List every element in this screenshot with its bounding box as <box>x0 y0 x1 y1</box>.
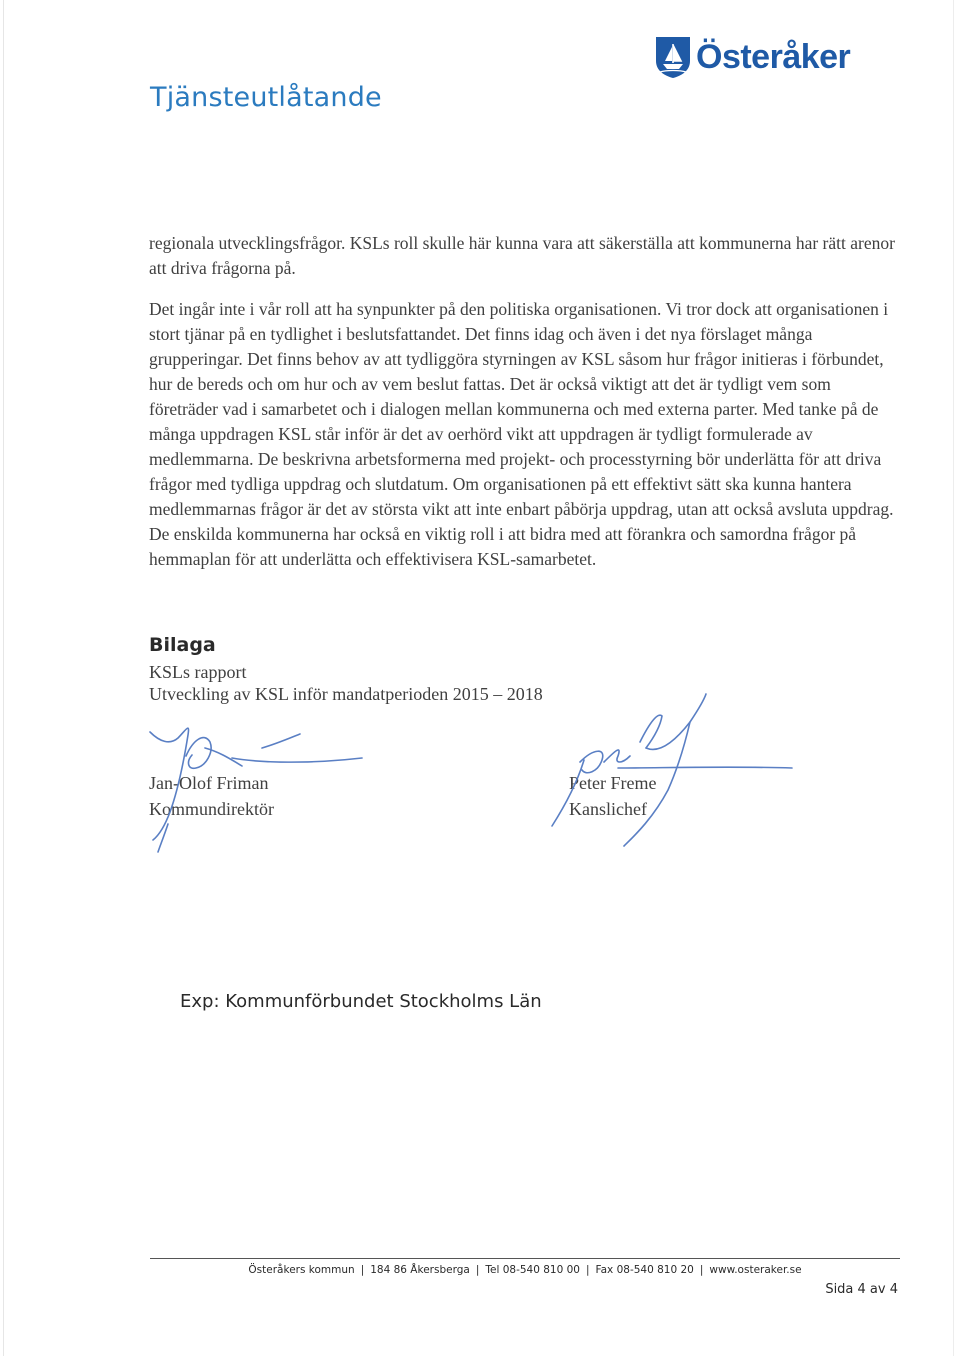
footer-divider <box>150 1258 900 1259</box>
signer-right-name: Peter Freme <box>569 773 657 793</box>
page-number: Sida 4 av 4 <box>825 1282 898 1297</box>
municipal-crest-icon <box>654 35 692 79</box>
footer-contact: Österåkers kommun | 184 86 Åkersberga | Tel 08-540 810 00 | Fax 08-540 810 20 | www.osteraker.se <box>248 1264 802 1276</box>
paragraph-text: Det ingår inte i vår roll att ha synpunkter på den politiska organisationen. Vi tror dock att organisationen i stort tjänar på en tydlighet i beslutsfattandet. Det finns idag och även i det nya förslaget många grupperingar. Det finns behov av att tydliggöra styrningen av KSL såsom hur frågor initieras i förbundet, hur de bereds och om hur och av vem beslut fattas. Det är också viktigt att det är tydligt vem som företräder vad i samarbetet och i dialogen mellan kommunerna och med externa parter. Med tanke på de många uppdragen KSL står inför är det av oerhörd vikt att uppdragen är tydligt formulerade av medlemmarna. De beskrivna arbetsformerna med projekt- och processtyrning bör underlätta för att driva frågor med tydliga uppdrag och slutdatum. Om organisationen på ett effektivt sätt ska kunna hantera medlemmarnas frågor är det av största vikt att inte enbart påbörja uppdrag, utan att också avsluta uppdrag. De enskilda kommunerna har också en viktig roll i att bidra med att förankra och samordna frågor på hemmaplan för att underlätta och effektivisera KSL-samarbetet. <box>149 299 894 569</box>
appendix-item-title: KSLs rapport <box>149 662 247 682</box>
page-edge-right <box>953 0 954 1356</box>
signer-left-title: Kommundirektör <box>149 799 274 819</box>
body-paragraph-1 <box>149 231 899 281</box>
paragraph-text: regionala utvecklingsfrågor. KSLs roll skulle här kunna vara att säkerställa att kommunerna har rätt arenor att driva frågorna på. <box>149 233 895 278</box>
footer-organisation: Österåkers kommun <box>248 1264 355 1276</box>
footer-address: 184 86 Åkersberga <box>370 1264 470 1276</box>
expedition-line: Exp: Kommunförbundet Stockholms Län <box>180 991 542 1012</box>
page-edge-left <box>3 0 4 1356</box>
footer-website: www.osteraker.se <box>709 1264 802 1276</box>
logo-wordmark: Österåker <box>696 37 851 76</box>
footer-fax: Fax 08-540 810 20 <box>595 1264 694 1276</box>
signer-right-title: Kanslichef <box>569 799 647 819</box>
document-type-heading: Tjänsteutlåtande <box>150 82 382 113</box>
signer-right <box>569 770 656 822</box>
footer-phone: Tel 08-540 810 00 <box>485 1264 580 1276</box>
signer-left <box>149 770 274 822</box>
signer-left-name: Jan-Olof Friman <box>149 773 269 793</box>
body-paragraph-2 <box>149 297 899 572</box>
appendix-heading: Bilaga <box>149 634 216 656</box>
osteraker-logo <box>654 33 850 81</box>
appendix-item-subtitle: Utveckling av KSL inför mandatperioden 2015 – 2018 <box>149 684 543 704</box>
